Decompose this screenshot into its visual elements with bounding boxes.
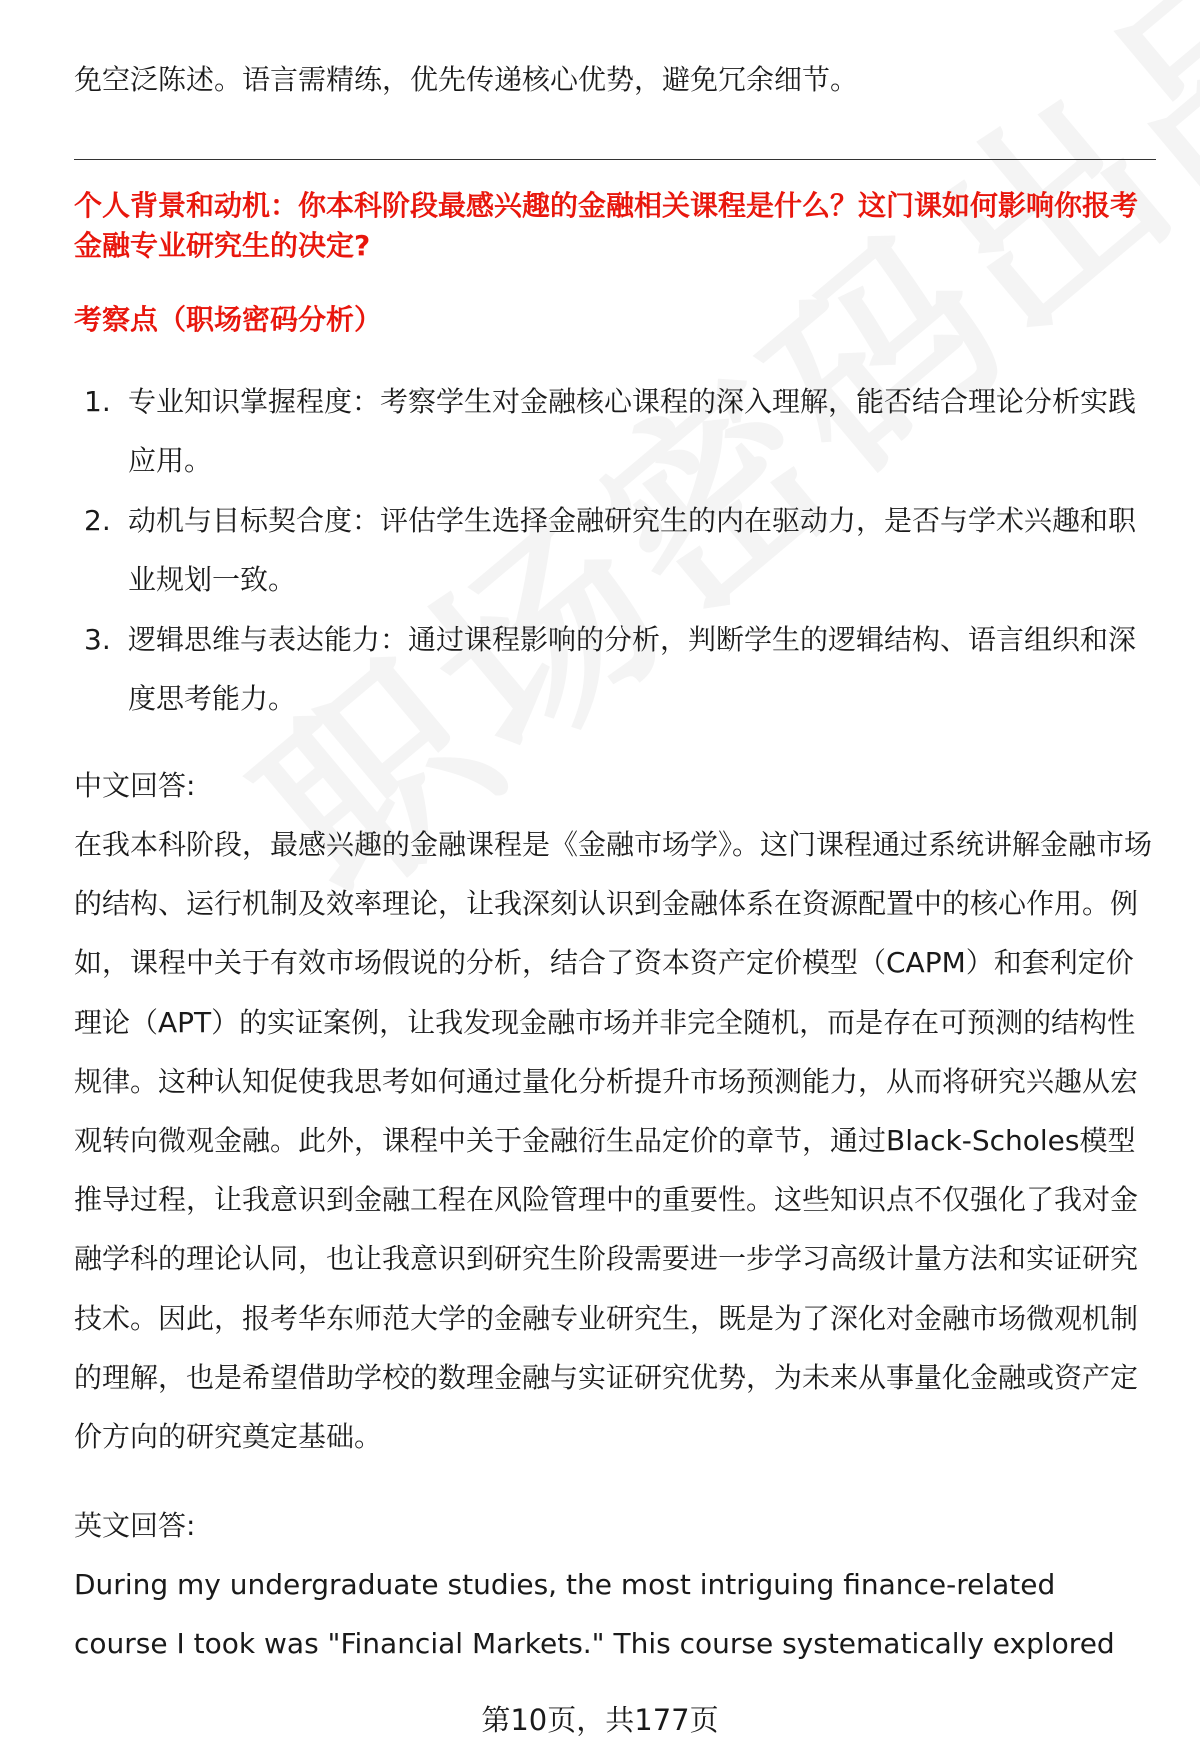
list-item-number: 3. [84, 623, 111, 656]
english-answer-label: 英文回答: [74, 1509, 196, 1542]
list-item [74, 610, 1154, 728]
list-item-text: 动机与目标契合度：评估学生选择金融研究生的内在驱动力，是否与学术兴趣和职业规划一致。 [128, 504, 1137, 596]
list-item [74, 491, 1154, 609]
page-number-footer: 第10页，共177页 [481, 1703, 719, 1737]
list-item-number: 2. [84, 504, 111, 537]
english-answer-text: During my undergraduate studies, the most intriguing finance-related course I took was "Financial Markets." This course systematically explored [74, 1568, 1115, 1660]
section-divider [74, 159, 1156, 160]
intro-tail-text: 免空泛陈述。语言需精练，优先传递核心优势，避免冗余细节。 [74, 63, 859, 96]
list-item [74, 372, 1154, 490]
assessment-points-list [74, 372, 1154, 729]
section-heading: 考察点（职场密码分析） [74, 303, 383, 336]
list-item-text: 专业知识掌握程度：考察学生对金融核心课程的深入理解，能否结合理论分析实践应用。 [128, 385, 1137, 477]
list-item-number: 1. [84, 385, 111, 418]
chinese-answer-label: 中文回答: [74, 769, 196, 802]
question-heading: 个人背景和动机：你本科阶段最感兴趣的金融相关课程是什么？这门课如何影响你报考金融专业研究生的决定? [74, 189, 1139, 262]
chinese-answer-text: 在我本科阶段，最感兴趣的金融课程是《金融市场学》。这门课程通过系统讲解金融市场的结构、运行机制及效率理论，让我深刻认识到金融体系在资源配置中的核心作用。例如，课程中关于有效市场假说的分析，结合了资本资产定价模型（CAPM）和套利定价理论（APT）的实证案例，让我发现金融市场并非完全随机，而是存在可预测的结构性规律。这种认知促使我思考如何通过量化分析提升市场预测能力，从而将研究兴趣从宏观转向微观金融。此外，课程中关于金融衍生品定价的章节，通过Black-Scholes模型推导过程，让我意识到金融工程在风险管理中的重要性。这些知识点不仅强化了我对金融学科的理论认同，也让我意识到研究生阶段需要进一步学习高级计量方法和实证研究技术。因此，报考华东师范大学的金融专业研究生，既是为了深化对金融市场微观机制的理解，也是希望借助学校的数理金融与实证研究优势，为未来从事量化金融或资产定价方向的研究奠定基础。 [74, 828, 1153, 1454]
list-item-text: 逻辑思维与表达能力：通过课程影响的分析，判断学生的逻辑结构、语言组织和深度思考能力。 [128, 623, 1137, 715]
